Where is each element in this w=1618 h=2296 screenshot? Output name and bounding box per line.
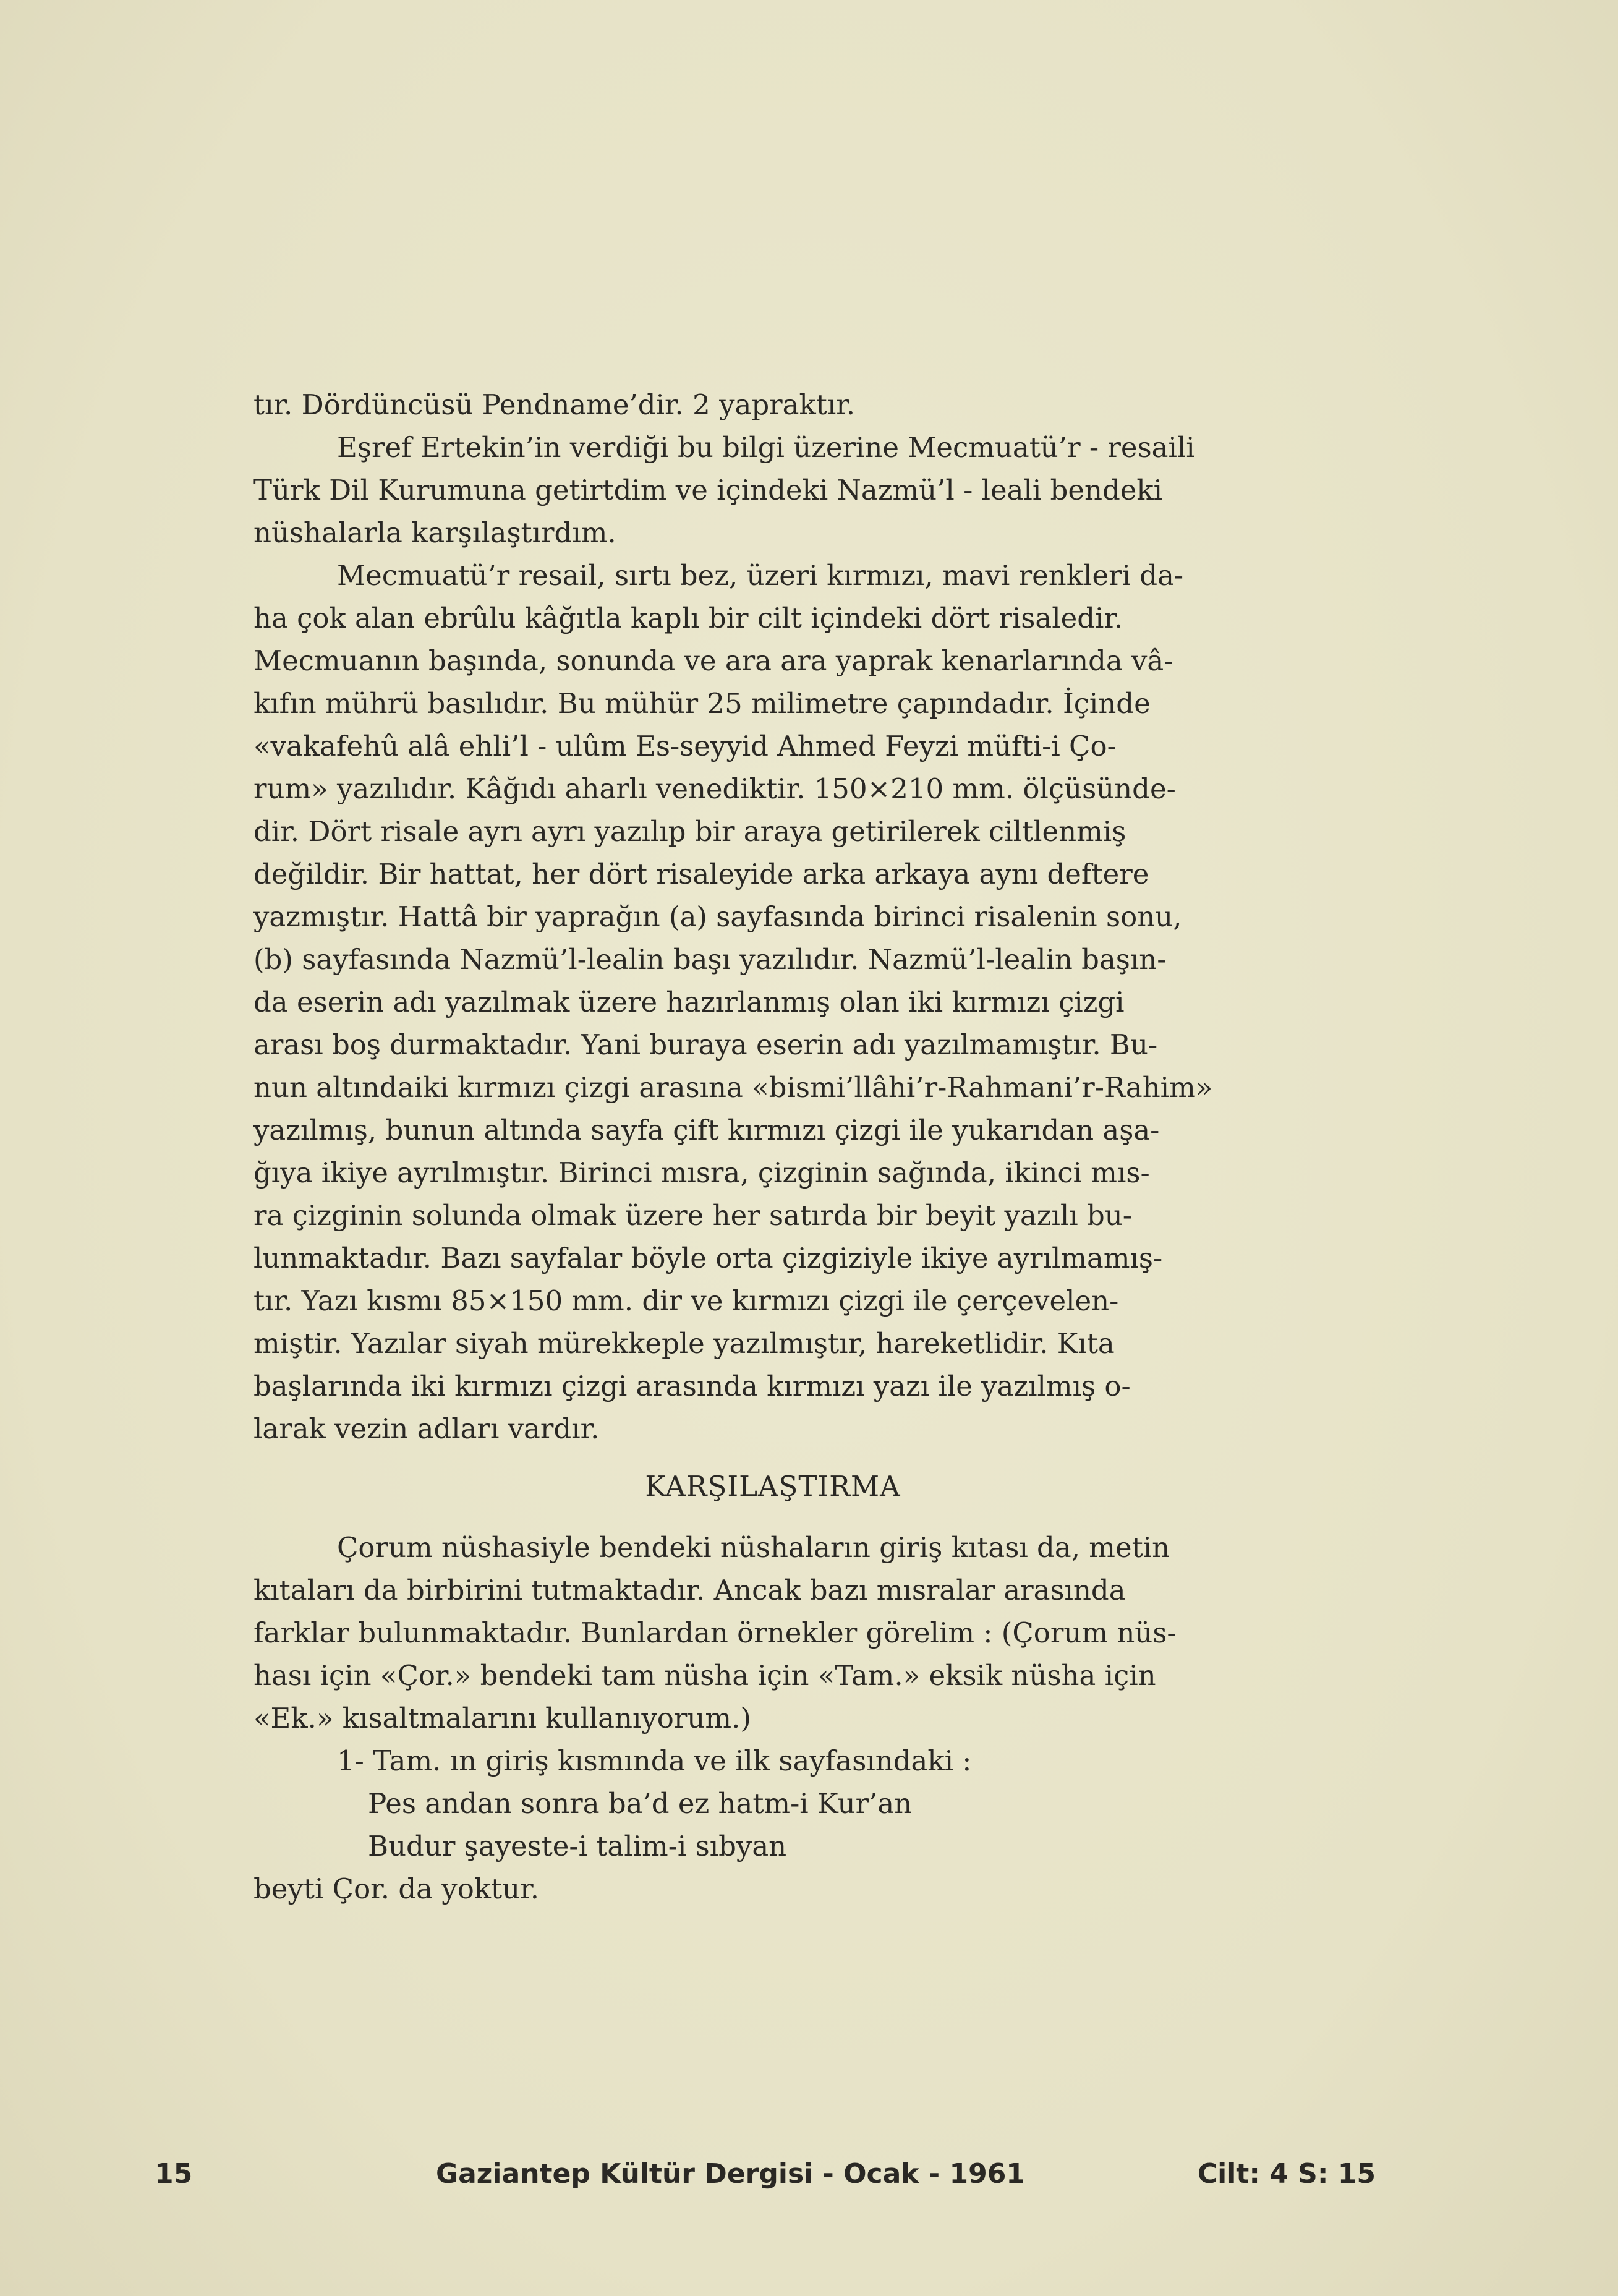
text-line: nun altındaiki kırmızı çizgi arasına «bismi’llâhi’r-Rahmani’r-Rahim» [253,1071,1213,1104]
verse-line: Budur şayeste-i talim-i sıbyan [368,1830,787,1863]
article-body [253,383,1292,1910]
section-heading: KARŞILAŞTIRMA [645,1470,901,1503]
text-line: Mecmuatü’r resail, sırtı bez, üzeri kırmızı, mavi renkleri da- [337,559,1184,592]
text-line: (b) sayfasında Nazmü’l-lealin başı yazılıdır. Nazmü’l-lealin başın- [253,943,1167,976]
paragraph-1 [253,383,1292,426]
text-line: larak vezin adları vardır. [253,1412,600,1445]
text-line: beyti Çor. da yoktur. [253,1872,539,1905]
text-line: ha çok alan ebrûlu kâğıtla kaplı bir cilt içindeki dört risaledir. [253,602,1123,634]
text-line: dir. Dört risale ayrı ayrı yazılıp bir araya getirilerek ciltlenmiş [253,815,1126,848]
text-line: yazmıştır. Hattâ bir yaprağın (a) sayfasında birinci risalenin sonu, [253,900,1182,933]
page-footer [155,2158,1376,2195]
text-line: tır. Yazı kısmı 85×150 mm. dir ve kırmızı çizgi ile çerçevelen- [253,1284,1119,1317]
text-line: ğıya ikiye ayrılmıştır. Birinci mısra, çizginin sağında, ikinci mıs- [253,1156,1150,1189]
text-line: arası boş durmaktadır. Yani buraya eserin adı yazılmamıştır. Bu- [253,1028,1158,1061]
list-item: 1- Tam. ın giriş kısmında ve ilk sayfasındaki : [337,1744,972,1777]
text-line: «vakafehû alâ ehli’l - ulûm Es-seyyid Ahmed Feyzi müfti-i Ço- [253,730,1117,762]
journal-name: Gaziantep Kültür Dergisi - Ocak - 1961 [436,2158,1025,2190]
text-line: lunmaktadır. Bazı sayfalar böyle orta çizgiziyle ikiye ayrılmamış- [253,1242,1163,1274]
page-number: 15 [155,2158,193,2190]
issue-info: Cilt: 4 S: 15 [1197,2158,1376,2190]
text-line: başlarında iki kırmızı çizgi arasında kırmızı yazı ile yazılmış o- [253,1370,1131,1402]
paragraph-2 [253,426,1292,554]
text-line: Mecmuanın başında, sonunda ve ara ara yaprak kenarlarında vâ- [253,644,1173,677]
verse-line: Pes andan sonra ba’d ez hatm-i Kur’an [368,1787,913,1820]
text-line: da eserin adı yazılmak üzere hazırlanmış olan iki kırmızı çizgi [253,986,1125,1018]
text-line: yazılmış, bunun altında sayfa çift kırmızı çizgi ile yukarıdan aşa- [253,1114,1160,1146]
text-line: hası için «Çor.» bendeki tam nüsha için «Tam.» eksik nüsha için [253,1659,1156,1692]
text-line: Türk Dil Kurumuna getirtdim ve içindeki Nazmü’l - leali bendeki [253,474,1163,506]
paragraph-comparison [253,1526,1292,1910]
text-line: tır. Dördüncüsü Pendname’dir. 2 yapraktır. [253,388,856,421]
text-line: rum» yazılıdır. Kâğıdı aharlı venediktir. 150×210 mm. ölçüsünde- [253,772,1176,805]
text-line: ra çizginin solunda olmak üzere her satırda bir beyit yazılı bu- [253,1199,1132,1232]
text-line: «Ek.» kısaltmalarını kullanıyorum.) [253,1702,751,1735]
paragraph-3 [253,554,1292,1450]
text-line: nüshalarla karşılaştırdım. [253,516,616,549]
text-line: Eşref Ertekin’in verdiği bu bilgi üzerine Mecmuatü’r - resaili [337,431,1195,464]
text-line: kıfın mührü basılıdır. Bu mühür 25 milimetre çapındadır. İçinde [253,687,1151,720]
text-line: farklar bulunmaktadır. Bunlardan örnekler görelim : (Çorum nüs- [253,1616,1177,1649]
text-line: miştir. Yazılar siyah mürekkeple yazılmıştır, hareketlidir. Kıta [253,1327,1115,1360]
text-line: Çorum nüshasiyle bendeki nüshaların giriş kıtası da, metin [337,1531,1170,1564]
text-line: kıtaları da birbirini tutmaktadır. Ancak bazı mısralar arasında [253,1574,1126,1607]
text-line: değildir. Bir hattat, her dört risaleyide arka arkaya aynı deftere [253,858,1149,890]
